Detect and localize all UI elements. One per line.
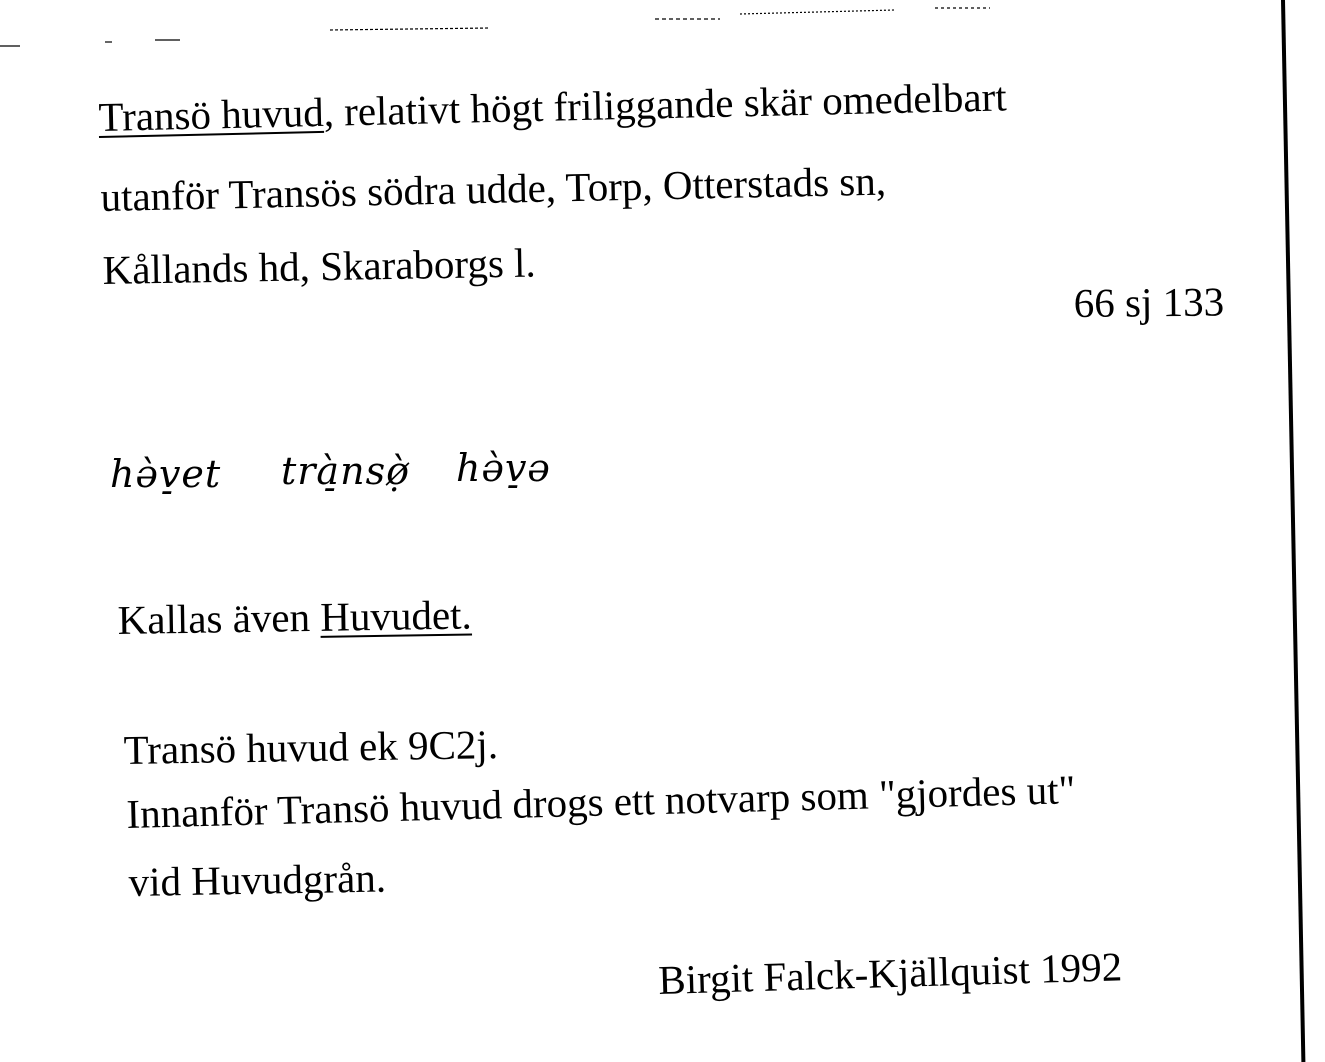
scan-artifacts (0, 0, 1325, 60)
location-line-3: Kållands hd, Skaraborgs l. (102, 239, 537, 293)
alias-line (117, 591, 494, 643)
note-line-3: vid Huvudgrån. (128, 854, 387, 905)
place-description: , relativt högt friliggande skär omedelbart (323, 73, 1008, 135)
note-line-1: Transö huvud ek 9C2j. (123, 721, 499, 773)
location-line-2: utanför Transös södra udde, Torp, Otterstads sn, (100, 157, 887, 220)
card-right-edge (1281, 0, 1305, 1062)
alias-name: Huvudet. (319, 591, 473, 640)
phonetic-form-3: hə̀v̠ə (456, 446, 551, 490)
note-line-2: Innanför Transö huvud drogs ett notvarp som "gjordes ut" (125, 766, 1076, 837)
phonetic-form-1: hə̀v̠et (110, 452, 222, 496)
signature: Birgit Falck-Kjällquist 1992 (657, 943, 1123, 1003)
heading-line (98, 73, 1008, 140)
alias-prefix: Kallas även (117, 593, 321, 643)
place-name: Transö huvud (98, 88, 325, 140)
phonetic-form-2: trà̠nsø̣̀ (281, 449, 410, 493)
map-reference: 66 sj 133 (1073, 278, 1225, 326)
